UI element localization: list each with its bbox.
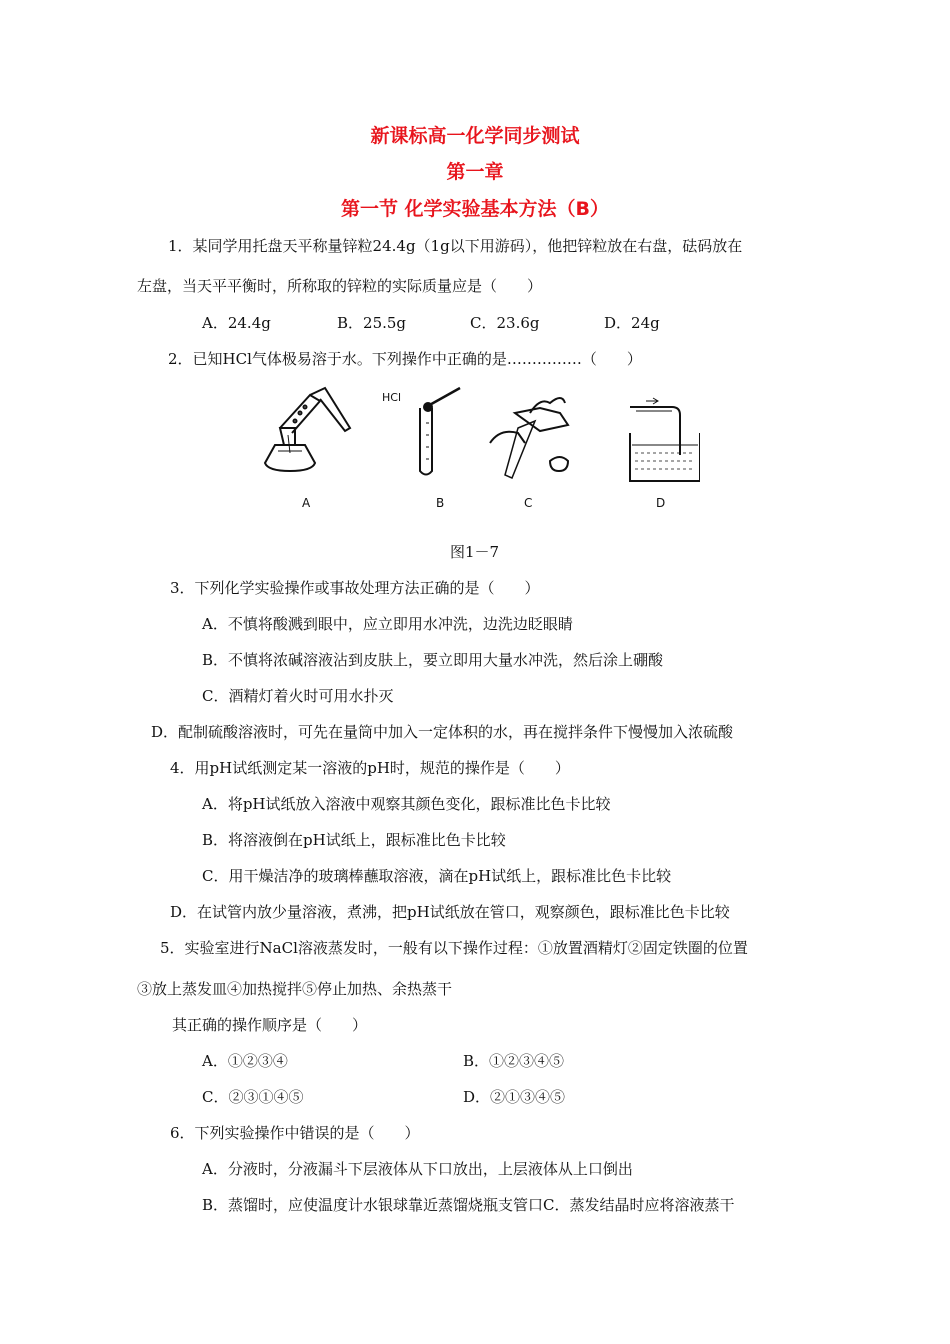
apparatus-a — [265, 388, 350, 471]
q6-stem: 6．下列实验操作中错误的是（ ） — [170, 1124, 420, 1142]
figure-label-a: A — [302, 496, 311, 510]
figure-label-b: B — [436, 496, 445, 510]
q3-option-c: C．酒精灯着火时可用水扑灭 — [202, 687, 394, 705]
q1-option-a: A．24.4g — [202, 314, 271, 332]
q5-option-b: B．①②③④⑤ — [463, 1052, 565, 1070]
q5-stem-line1: 5．实验室进行NaCl溶液蒸发时，一般有以下操作过程：①放置酒精灯②固定铁圈的位置 — [160, 939, 748, 957]
q3-option-b: B．不慎将浓碱溶液沾到皮肤上，要立即用大量水冲洗，然后涂上硼酸 — [202, 651, 664, 669]
q1-option-b: B．25.5g — [337, 314, 407, 332]
apparatus-c — [490, 398, 568, 478]
q4-option-b: B．将溶液倒在pH试纸上，跟标准比色卡比较 — [202, 831, 506, 849]
figure-1-7 — [250, 383, 700, 483]
q3-option-d: D．配制硫酸溶液时，可先在量筒中加入一定体积的水，再在搅拌条件下慢慢加入浓硫酸 — [151, 723, 734, 741]
q4-option-c: C．用干燥洁净的玻璃棒蘸取溶液，滴在pH试纸上，跟标准比色卡比较 — [202, 867, 672, 885]
figure-caption: 图1－7 — [450, 543, 500, 561]
q3-option-a: A．不慎将酸溅到眼中，应立即用水冲洗，边洗边眨眼睛 — [202, 615, 573, 633]
apparatus-d — [630, 398, 700, 481]
section-title: 第一节 化学实验基本方法（B） — [340, 198, 610, 220]
q5-option-d: D．②①③④⑤ — [463, 1088, 566, 1106]
q5-stem-line2: ③放上蒸发皿④加热搅拌⑤停止加热、余热蒸干 — [137, 980, 453, 998]
q1-option-c: C．23.6g — [470, 314, 540, 332]
chapter-title: 第一章 — [446, 161, 504, 183]
q1-option-d: D．24g — [604, 314, 660, 332]
q4-option-d: D．在试管内放少量溶液，煮沸，把pH试纸放在管口，观察颜色，跟标准比色卡比较 — [170, 903, 730, 921]
q3-stem: 3．下列化学实验操作或事故处理方法正确的是（ ） — [170, 579, 540, 597]
q5-option-a: A．①②③④ — [202, 1052, 288, 1070]
figure-label-c: C — [524, 496, 533, 510]
q5-option-c: C．②③①④⑤ — [202, 1088, 304, 1106]
q4-option-a: A．将pH试纸放入溶液中观察其颜色变化，跟标准比色卡比较 — [202, 795, 611, 813]
q5-stem-line3: 其正确的操作顺序是（ ） — [172, 1016, 368, 1034]
q1-stem-line1: 1．某同学用托盘天平称量锌粒24.4g（1g以下用游码），他把锌粒放在右盘，砝码放在 — [168, 237, 743, 255]
page-title: 新课标高一化学同步测试 — [370, 125, 580, 147]
q2-stem: 2．已知HCl气体极易溶于水。下列操作中正确的是……………（ ） — [168, 350, 642, 368]
apparatus-b — [420, 388, 460, 475]
q1-stem-line2: 左盘，当天平平衡时，所称取的锌粒的实际质量应是（ ） — [137, 277, 543, 295]
q4-stem: 4．用pH试纸测定某一溶液的pH时，规范的操作是（ ） — [170, 759, 570, 777]
q6-option-a: A．分液时，分液漏斗下层液体从下口放出，上层液体从上口倒出 — [202, 1160, 633, 1178]
figure-label-d: D — [656, 496, 666, 510]
q6-option-bc: B．蒸馏时，应使温度计水银球靠近蒸馏烧瓶支管口C．蒸发结晶时应将溶液蒸干 — [202, 1196, 735, 1214]
hcl-label: HCl — [382, 391, 402, 404]
